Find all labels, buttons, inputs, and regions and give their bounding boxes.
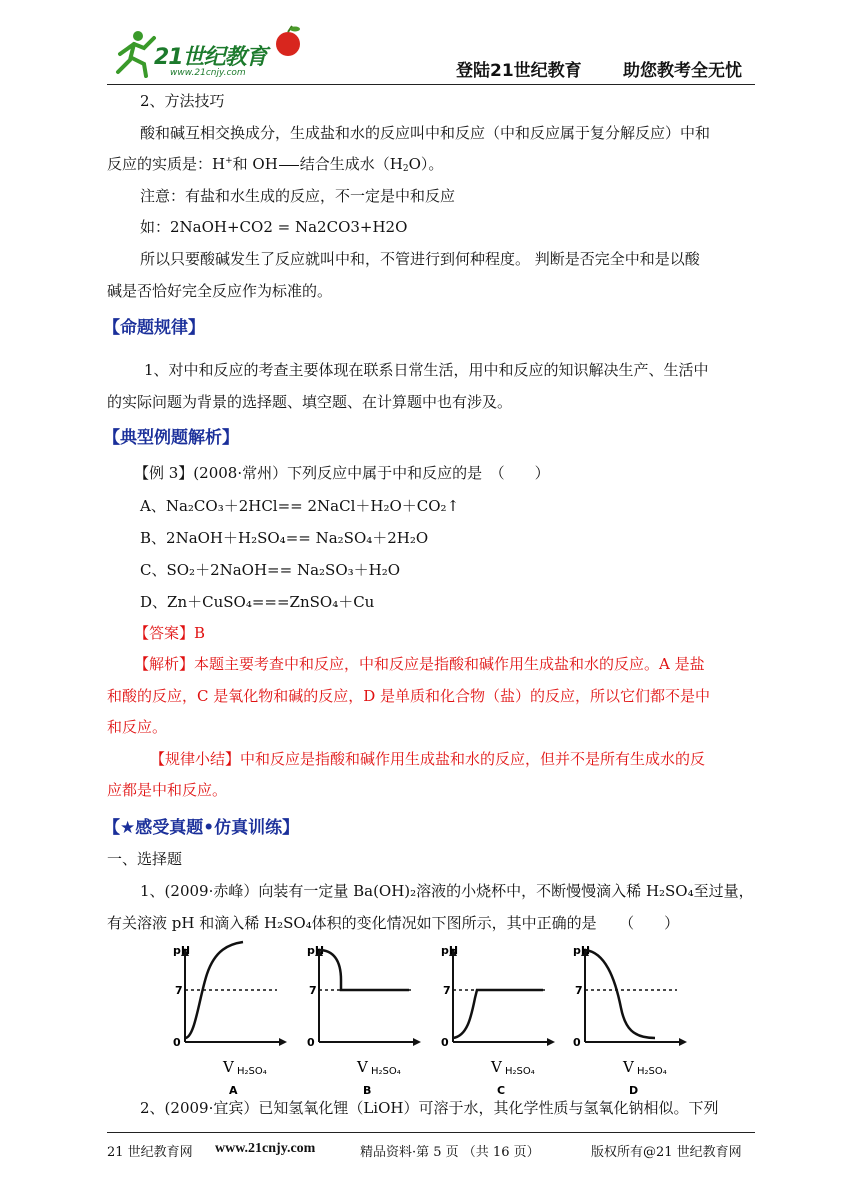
tick-0: 0 bbox=[173, 1036, 181, 1049]
question2-line1: 2、(2009·宜宾）已知氢氧化锂（LiOH）可溶于水，其化学性质与氢氧化钠相似。下列 bbox=[140, 1099, 719, 1117]
header-slogan-right: 助您教考全无忧 bbox=[623, 61, 742, 81]
section-examples-heading: 【典型例题解析】 bbox=[103, 428, 239, 448]
graph-b bbox=[307, 944, 421, 1097]
tick-7: 7 bbox=[575, 984, 583, 997]
para2-line2: 碱是否恰好完全反应作为标准的。 bbox=[107, 282, 333, 300]
tick-0: 0 bbox=[573, 1036, 581, 1049]
section-rules-heading: 【命题规律】 bbox=[103, 318, 205, 338]
tick-7: 7 bbox=[309, 984, 317, 997]
x-axis-label-sub: H₂SO₄ bbox=[371, 1066, 401, 1077]
y-axis-label: pH bbox=[173, 944, 191, 957]
question1-line2: 有关溶液 pH 和滴入稀 H₂SO₄体积的变化情况如下图所示，其中正确的是 （ ） bbox=[107, 914, 680, 932]
y-axis-label: pH bbox=[441, 944, 459, 957]
graph-letter: C bbox=[497, 1084, 506, 1097]
graph-letter: B bbox=[363, 1084, 372, 1097]
ph-curve bbox=[453, 990, 543, 1038]
para1-line1: 酸和碱互相交换成分，生成盐和水的反应叫中和反应（中和反应属于复分解反应）中和 bbox=[140, 124, 711, 142]
x-axis-arrow-icon bbox=[679, 1038, 687, 1046]
ph-curve bbox=[585, 950, 655, 1038]
example3-stem: 【例 3】(2008·常州）下列反应中属于中和反应的是 （ ） bbox=[134, 464, 550, 482]
footer-rule bbox=[107, 1132, 755, 1133]
rules-line1: 1、对中和反应的考查主要体现在联系日常生活，用中和反应的知识解决生产、生活中 bbox=[144, 361, 709, 379]
header-logo bbox=[112, 24, 312, 82]
summary-line1: 【规律小结】中和反应是指酸和碱作用生成盐和水的反应，但并不是所有生成水的反 bbox=[150, 750, 706, 768]
logo-url: www.21cnjy.com bbox=[170, 68, 246, 78]
logo-text: 21世纪教育 bbox=[154, 45, 267, 70]
x-axis-arrow-icon bbox=[413, 1038, 421, 1046]
note-line: 注意：有盐和水生成的反应，不一定是中和反应 bbox=[140, 187, 456, 205]
y-axis-label: pH bbox=[573, 944, 591, 957]
x-axis-label-sub: H₂SO₄ bbox=[237, 1066, 267, 1077]
graph-d bbox=[573, 944, 687, 1097]
x-axis-label: V bbox=[357, 1058, 368, 1076]
x-axis-label: V bbox=[223, 1058, 234, 1076]
graph-c bbox=[441, 944, 555, 1097]
methods-heading: 2、方法技巧 bbox=[140, 92, 225, 110]
tick-0: 0 bbox=[441, 1036, 449, 1049]
x-axis-label-sub: H₂SO₄ bbox=[505, 1066, 535, 1077]
graph-letter: A bbox=[229, 1084, 238, 1097]
x-axis-arrow-icon bbox=[279, 1038, 287, 1046]
ph-curve bbox=[319, 950, 409, 990]
para2-line1: 所以只要酸碱发生了反应就叫中和，不管进行到何种程度。 判断是否完全中和是以酸 bbox=[140, 250, 700, 268]
example-equation: 如：2NaOH+CO2 = Na2CO3+H2O bbox=[140, 218, 408, 236]
footer-url[interactable]: www.21cnjy.com bbox=[215, 1141, 316, 1156]
section-practice-heading: 【★感受真题•仿真训练】 bbox=[103, 818, 300, 838]
rules-line2: 的实际问题为背景的选择题、填空题、在计算题中也有涉及。 bbox=[107, 393, 513, 411]
summary-line2: 应都是中和反应。 bbox=[107, 781, 228, 799]
tick-7: 7 bbox=[443, 984, 451, 997]
y-axis-label: pH bbox=[307, 944, 325, 957]
ph-graphs-svg bbox=[165, 938, 705, 1098]
graph-a bbox=[173, 942, 287, 1097]
ph-graphs bbox=[165, 938, 705, 1098]
practice-heading: 一、选择题 bbox=[107, 850, 183, 868]
option-d: D、Zn＋CuSO₄===ZnSO₄＋Cu bbox=[140, 593, 375, 611]
option-c: C、SO₂＋2NaOH== Na₂SO₃＋H₂O bbox=[140, 561, 401, 579]
tick-0: 0 bbox=[307, 1036, 315, 1049]
header-rule bbox=[107, 84, 755, 85]
tick-7: 7 bbox=[175, 984, 183, 997]
analysis-line1: 【解析】本题主要考查中和反应，中和反应是指酸和碱作用生成盐和水的反应。A 是盐 bbox=[134, 655, 705, 673]
option-a: A、Na₂CO₃＋2HCl== 2NaCl＋H₂O＋CO₂↑ bbox=[140, 497, 460, 515]
footer-site: 21 世纪教育网 bbox=[107, 1145, 193, 1160]
header-slogan-left: 登陆21世纪教育 bbox=[456, 61, 582, 81]
option-b: B、2NaOH＋H₂SO₄== Na₂SO₄＋2H₂O bbox=[140, 529, 429, 547]
analysis-line2: 和酸的反应，C 是氧化物和碱的反应，D 是单质和化合物（盐）的反应，所以它们都不是中 bbox=[107, 687, 711, 705]
question1-line1: 1、(2009·赤峰）向装有一定量 Ba(OH)₂溶液的小烧杯中，不断慢慢滴入稀 H₂SO₄至过量， bbox=[140, 882, 754, 900]
footer-copyright: 版权所有@21 世纪教育网 bbox=[591, 1145, 742, 1160]
footer-page-info: 精品资料·第 5 页 （共 16 页） bbox=[360, 1145, 540, 1160]
x-axis-arrow-icon bbox=[547, 1038, 555, 1046]
answer-line: 【答案】B bbox=[134, 624, 206, 642]
analysis-line3: 和反应。 bbox=[107, 718, 168, 736]
x-axis-label-sub: H₂SO₄ bbox=[637, 1066, 667, 1077]
x-axis-label: V bbox=[623, 1058, 634, 1076]
para1-line2: 反应的实质是：H+和 OH 结合生成水$(H_2O)$。 bbox=[107, 155, 444, 174]
x-axis-label: V bbox=[491, 1058, 502, 1076]
graph-letter: D bbox=[629, 1084, 639, 1097]
